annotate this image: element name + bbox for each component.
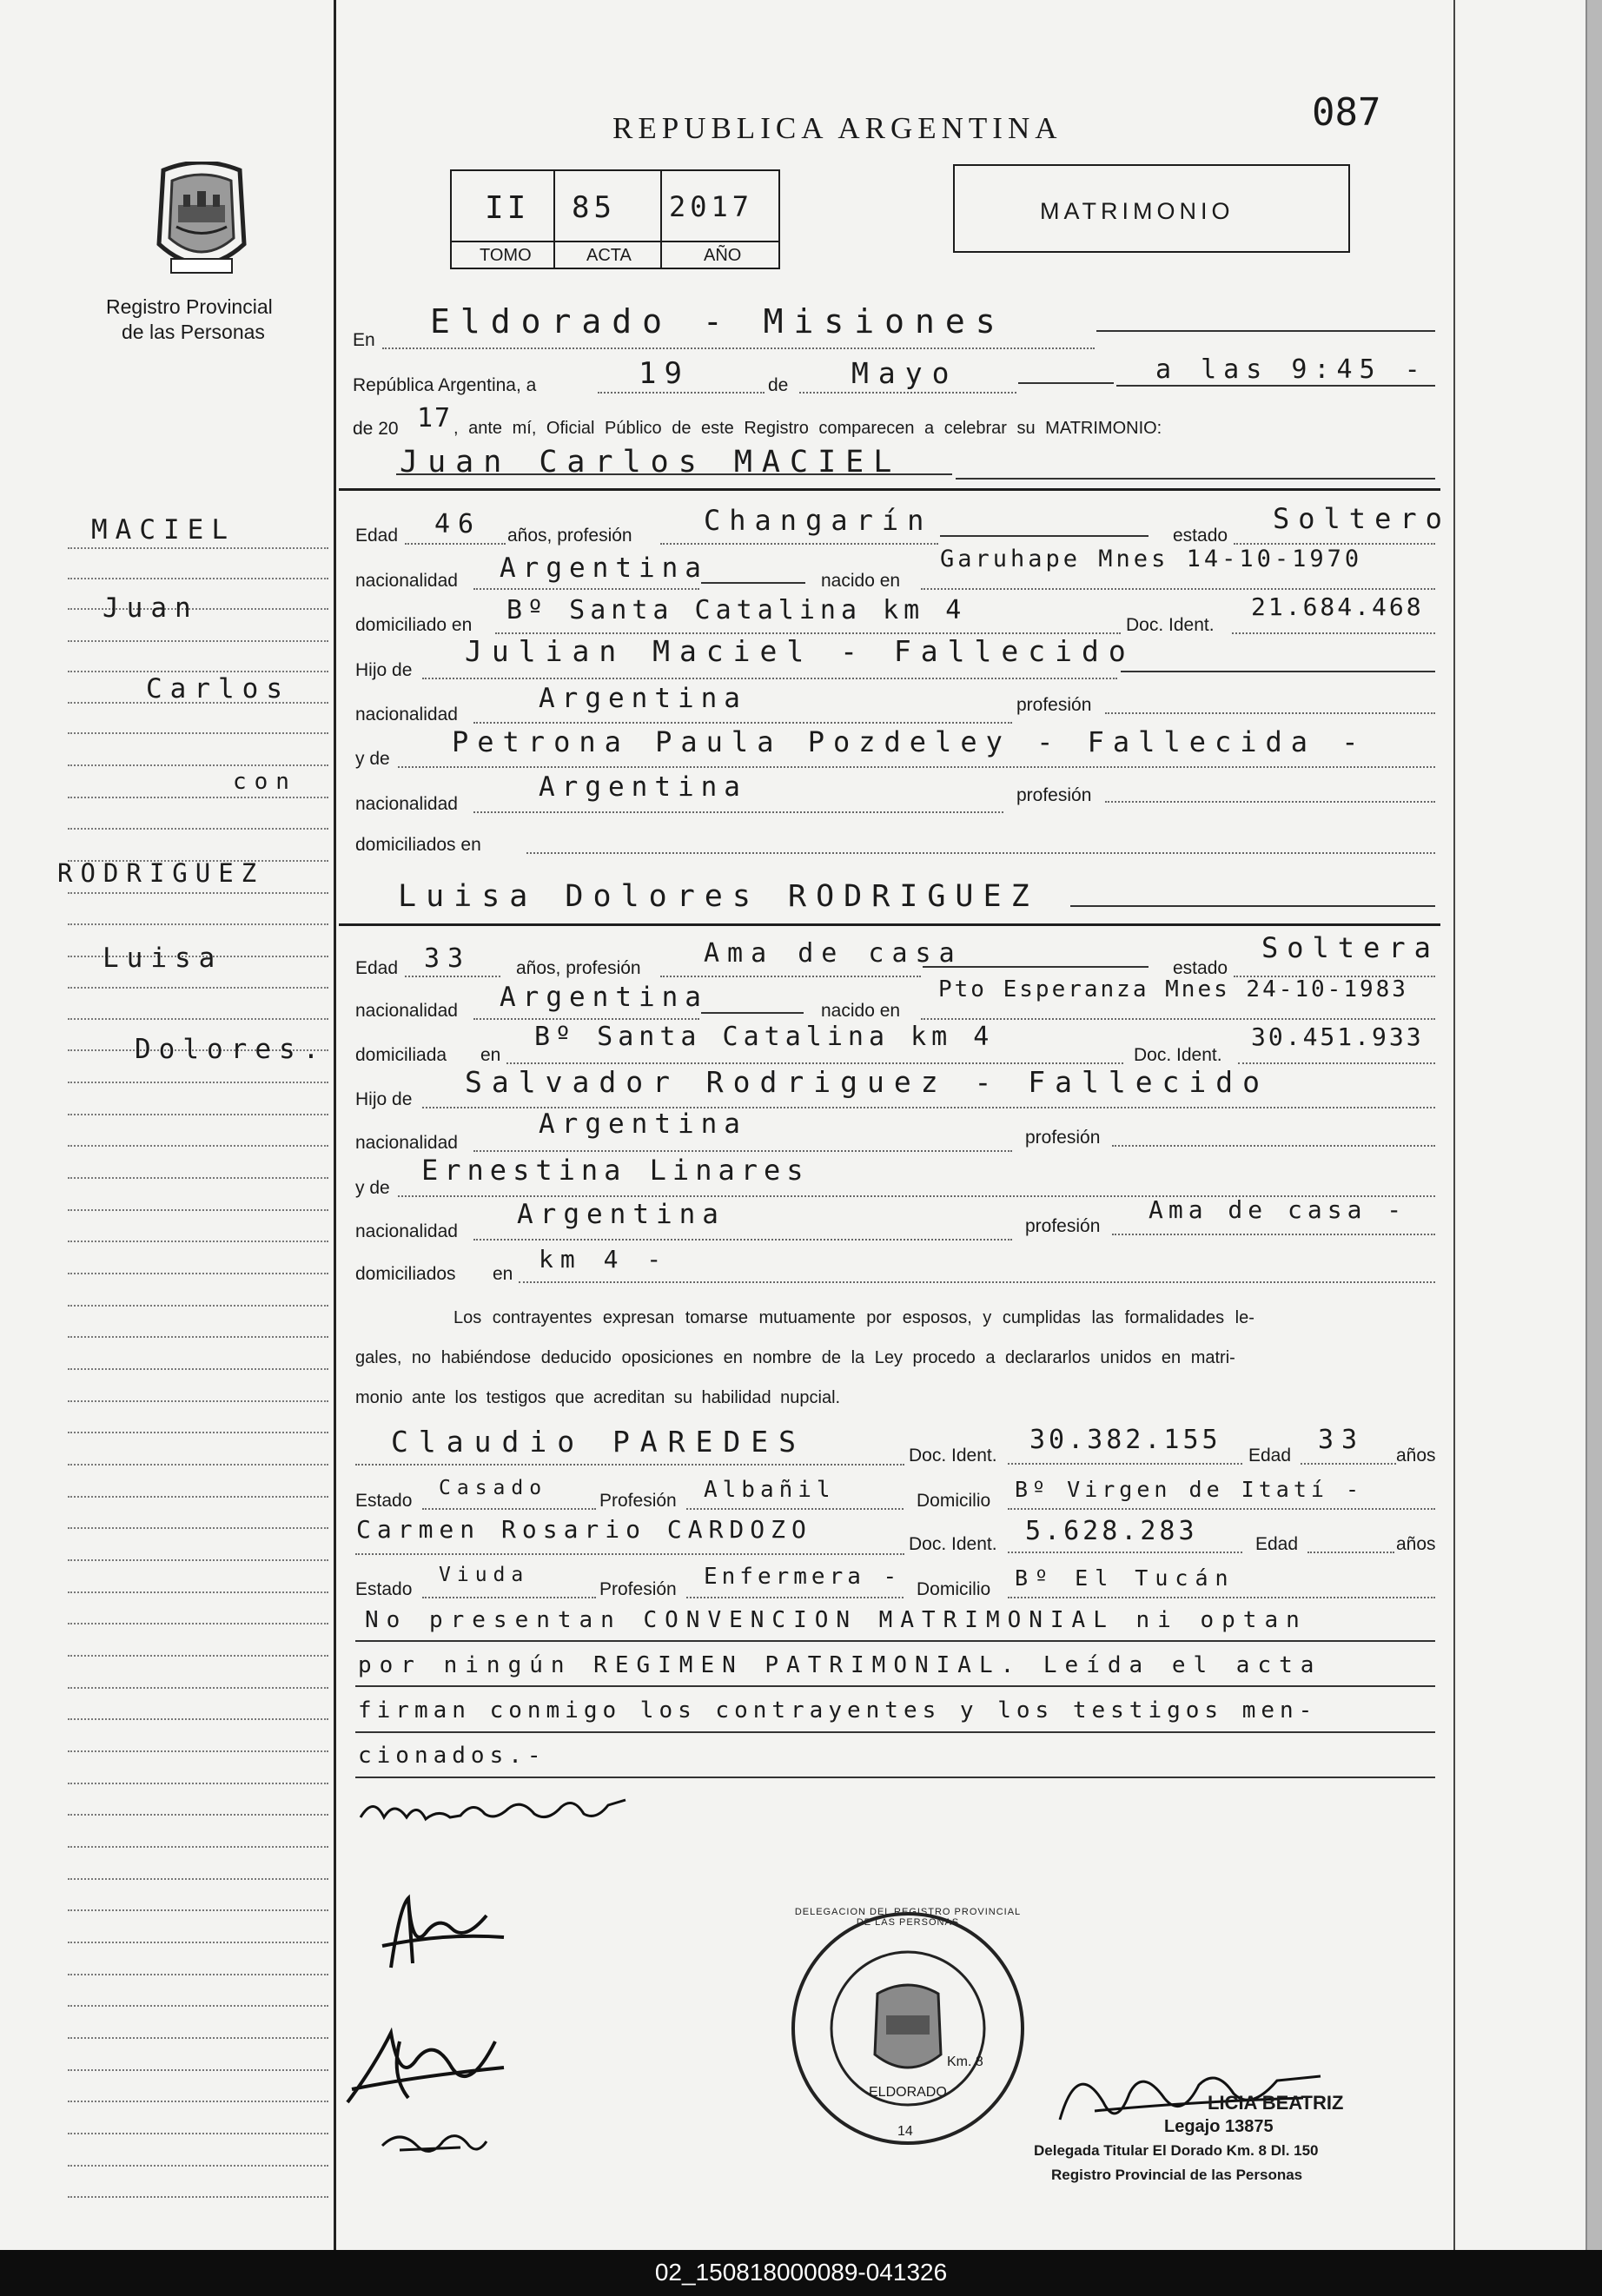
bride-section-divider xyxy=(339,923,1440,926)
groom-mother-nat-label: nacionalidad xyxy=(355,794,458,814)
margin-note-bride-middle-name: Dolores. xyxy=(135,1034,328,1065)
declaration-line3: monio ante los testigos que acreditan su habilidad nupcial. xyxy=(355,1388,841,1407)
tomo-value: II xyxy=(485,190,530,226)
page-edge xyxy=(1585,0,1602,2250)
groom-parents-dom-label: domiciliados en xyxy=(355,835,481,855)
groom-doc-label: Doc. Ident. xyxy=(1126,615,1215,635)
bride-signature xyxy=(374,1881,513,1976)
groom-father-nat-label: nacionalidad xyxy=(355,705,458,725)
footer-bar xyxy=(0,2250,1602,2296)
witness1-signature xyxy=(339,2015,513,2111)
bride-profession: Ama de casa xyxy=(704,938,963,969)
groom-nationality: Argentina xyxy=(500,552,708,584)
marriage-day: 19 xyxy=(639,356,690,391)
groom-doc: 21.684.468 xyxy=(1251,592,1424,621)
bride-address: Bº Santa Catalina km 4 xyxy=(534,1022,995,1052)
acta-label: ACTA xyxy=(586,246,632,265)
anio-value: 2017 xyxy=(669,190,754,223)
year-prefix: de 20 xyxy=(353,419,399,439)
margin-note-bride-first-name: Luisa xyxy=(103,943,223,974)
registry-name-line2: de las Personas xyxy=(122,321,265,343)
bride-parents-dom-label: domiciliados xyxy=(355,1264,456,1284)
witness2-doc: 5.628.283 xyxy=(1025,1516,1198,1546)
groom-age: 46 xyxy=(434,509,482,539)
marriage-month: Mayo xyxy=(851,356,959,390)
misiones-coat-of-arms-icon xyxy=(142,162,261,283)
bride-father: Salvador Rodriguez - Fallecido xyxy=(465,1065,1270,1099)
record-reference-table xyxy=(450,169,780,269)
witness1-status: Casado xyxy=(439,1477,548,1499)
witness1-name: Claudio PAREDES xyxy=(391,1425,807,1459)
groom-mother-nationality: Argentina xyxy=(539,771,747,803)
witness1-profesion-label: Profesión xyxy=(599,1491,677,1511)
acta-value: 85 xyxy=(572,190,616,225)
bride-edad-label: Edad xyxy=(355,958,399,978)
note-line3: firman conmigo los contrayentes y los testigos men- xyxy=(358,1697,1318,1724)
anio-label: AÑO xyxy=(704,246,742,265)
groom-estado-label: estado xyxy=(1173,526,1228,546)
stamp-ring-text: DELEGACION DEL REGISTRO PROVINCIAL DE LAS PERSONAS xyxy=(794,1907,1022,1928)
groom-section-divider xyxy=(339,488,1440,491)
marriage-time: a las 9:45 - xyxy=(1155,354,1427,385)
bride-profesion-label: años, profesión xyxy=(516,958,641,978)
groom-mother: Petrona Paula Pozdeley - Fallecida - xyxy=(452,725,1367,758)
note-line1: No presentan CONVENCION MATRIMONIAL ni optan xyxy=(365,1607,1307,1633)
de-label: de xyxy=(768,375,789,395)
act-type-label: MATRIMONIO xyxy=(1040,198,1235,224)
republica-label: República Argentina, a xyxy=(353,375,537,395)
tomo-label: TOMO xyxy=(480,246,532,265)
bride-estado-label: estado xyxy=(1173,958,1228,978)
bride-birth: Pto Esperanza Mnes 24-10-1983 xyxy=(938,976,1408,1002)
witness2-estado-label: Estado xyxy=(355,1579,413,1599)
official-name: LICIA BEATRIZ xyxy=(1208,2092,1344,2114)
witness1-doc-label: Doc. Ident. xyxy=(909,1446,997,1466)
groom-profession: Changarín xyxy=(704,504,933,537)
margin-note-first-name: Juan xyxy=(103,592,199,624)
declaration-line2: gales, no habiéndose deducido oposiciones en nombre de la Ley procedo a declararlos unidos en matri- xyxy=(355,1348,1235,1367)
witness2-name: Carmen Rosario CARDOZO xyxy=(356,1515,812,1544)
country-title: REPUBLICA ARGENTINA xyxy=(612,111,1062,145)
witness1-domicilio-label: Domicilio xyxy=(917,1491,991,1511)
bride-parents-address: km 4 - xyxy=(539,1245,669,1274)
witness2-profesion-label: Profesión xyxy=(599,1579,677,1599)
bride-doc-label: Doc. Ident. xyxy=(1134,1045,1222,1065)
margin-note-surname: MACIEL xyxy=(91,514,235,546)
declaration-line1: Los contrayentes expresan tomarse mutuamente por esposos, y cumplidas las formalidades le- xyxy=(453,1308,1254,1327)
groom-father-prof-label: profesión xyxy=(1016,695,1092,715)
registry-name-line1: Registro Provincial xyxy=(106,295,273,318)
year-suffix: 17 xyxy=(417,403,453,433)
bride-domiciliada-label: domiciliada xyxy=(355,1045,447,1065)
stamp-km: Km. 8 xyxy=(947,2054,983,2069)
act-type-box xyxy=(953,164,1350,253)
bride-civil-status: Soltera xyxy=(1261,931,1440,964)
groom-address: Bº Santa Catalina km 4 xyxy=(506,595,967,625)
bride-father-nat-label: nacionalidad xyxy=(355,1133,458,1153)
bride-yde-label: y de xyxy=(355,1178,390,1198)
right-margin-rule xyxy=(1453,0,1455,2250)
bride-age: 33 xyxy=(424,943,472,974)
groom-father: Julian Maciel - Fallecido xyxy=(465,634,1135,668)
groom-father-nationality: Argentina xyxy=(539,683,747,714)
margin-note-bride-surname: RODRIGUEZ xyxy=(57,858,265,888)
official-title: Delegada Titular El Dorado Km. 8 Dl. 150 xyxy=(1034,2142,1319,2159)
witness2-signature xyxy=(374,2120,495,2163)
stamp-city: ELDORADO xyxy=(869,2085,947,2100)
witness1-anos-label: años xyxy=(1396,1446,1436,1466)
witness2-edad-label: Edad xyxy=(1255,1534,1299,1554)
left-margin-rule xyxy=(334,0,336,2250)
note-line4: cionados.- xyxy=(358,1743,546,1769)
witness2-address: Bº El Tucán xyxy=(1015,1565,1235,1591)
page-number: 087 xyxy=(1312,90,1381,135)
margin-note-con: con xyxy=(233,769,297,795)
groom-birth: Garuhape Mnes 14-10-1970 xyxy=(940,546,1363,572)
witness2-doc-label: Doc. Ident. xyxy=(909,1534,997,1554)
groom-nacionalidad-label: nacionalidad xyxy=(355,571,458,591)
official-file-number: Legajo 13875 xyxy=(1164,2117,1274,2136)
groom-hijo-label: Hijo de xyxy=(355,660,413,680)
bride-doc: 30.451.933 xyxy=(1251,1022,1424,1051)
bride-nacionalidad-label: nacionalidad xyxy=(355,1001,458,1021)
witness2-profession: Enfermera - xyxy=(704,1564,902,1590)
groom-profesion-label: años, profesión xyxy=(507,526,632,546)
witness1-edad-label: Edad xyxy=(1248,1446,1292,1466)
bride-hijo-label: Hijo de xyxy=(355,1089,413,1109)
groom-nacido-label: nacido en xyxy=(821,571,901,591)
bride-en-label: en xyxy=(480,1045,501,1065)
witness1-age: 33 xyxy=(1318,1425,1366,1455)
en-label: En xyxy=(353,330,375,350)
appearance-sentence: , ante mí, Oficial Público de este Registro comparecen a celebrar su MATRIMONIO: xyxy=(453,419,1162,438)
bride-father-prof-label: profesión xyxy=(1025,1128,1101,1148)
witness2-status: Viuda xyxy=(439,1564,530,1586)
witness2-anos-label: años xyxy=(1396,1534,1436,1554)
witness1-address: Bº Virgen de Itatí - xyxy=(1015,1477,1364,1502)
bride-mother: Ernestina Linares xyxy=(421,1154,810,1187)
bride-nacido-label: nacido en xyxy=(821,1001,901,1021)
witness1-profession: Albañil xyxy=(704,1477,836,1503)
bride-parents-en-label: en xyxy=(493,1264,513,1284)
margin-note-middle-name: Carlos xyxy=(146,673,290,705)
bride-mother-nationality: Argentina xyxy=(517,1199,725,1230)
note-line2: por ningún REGIMEN PATRIMONIAL. Leída el acta xyxy=(358,1652,1322,1678)
bride-father-nationality: Argentina xyxy=(539,1108,747,1140)
bride-mother-profession: Ama de casa - xyxy=(1149,1195,1407,1224)
groom-yde-label: y de xyxy=(355,749,390,769)
groom-mother-prof-label: profesión xyxy=(1016,785,1092,805)
bride-mother-prof-label: profesión xyxy=(1025,1216,1101,1236)
file-code: 02_150818000089-041326 xyxy=(654,2259,948,2286)
groom-full-name: Juan Carlos MACIEL xyxy=(400,445,902,480)
witness1-doc: 30.382.155 xyxy=(1029,1425,1221,1455)
official-registry: Registro Provincial de las Personas xyxy=(1051,2167,1303,2183)
bride-nationality: Argentina xyxy=(500,982,708,1013)
groom-edad-label: Edad xyxy=(355,526,399,546)
marriage-place: Eldorado - Misiones xyxy=(430,302,1006,341)
groom-signature xyxy=(356,1783,634,1835)
stamp-number: 14 xyxy=(897,2124,913,2139)
groom-civil-status: Soltero xyxy=(1273,502,1451,535)
bride-full-name: Luisa Dolores RODRIGUEZ xyxy=(398,879,1039,914)
groom-domiciliado-label: domiciliado en xyxy=(355,615,473,635)
witness1-estado-label: Estado xyxy=(355,1491,413,1511)
registry-stamp xyxy=(786,1907,1029,2150)
witness2-domicilio-label: Domicilio xyxy=(917,1579,991,1599)
bride-mother-nat-label: nacionalidad xyxy=(355,1221,458,1241)
